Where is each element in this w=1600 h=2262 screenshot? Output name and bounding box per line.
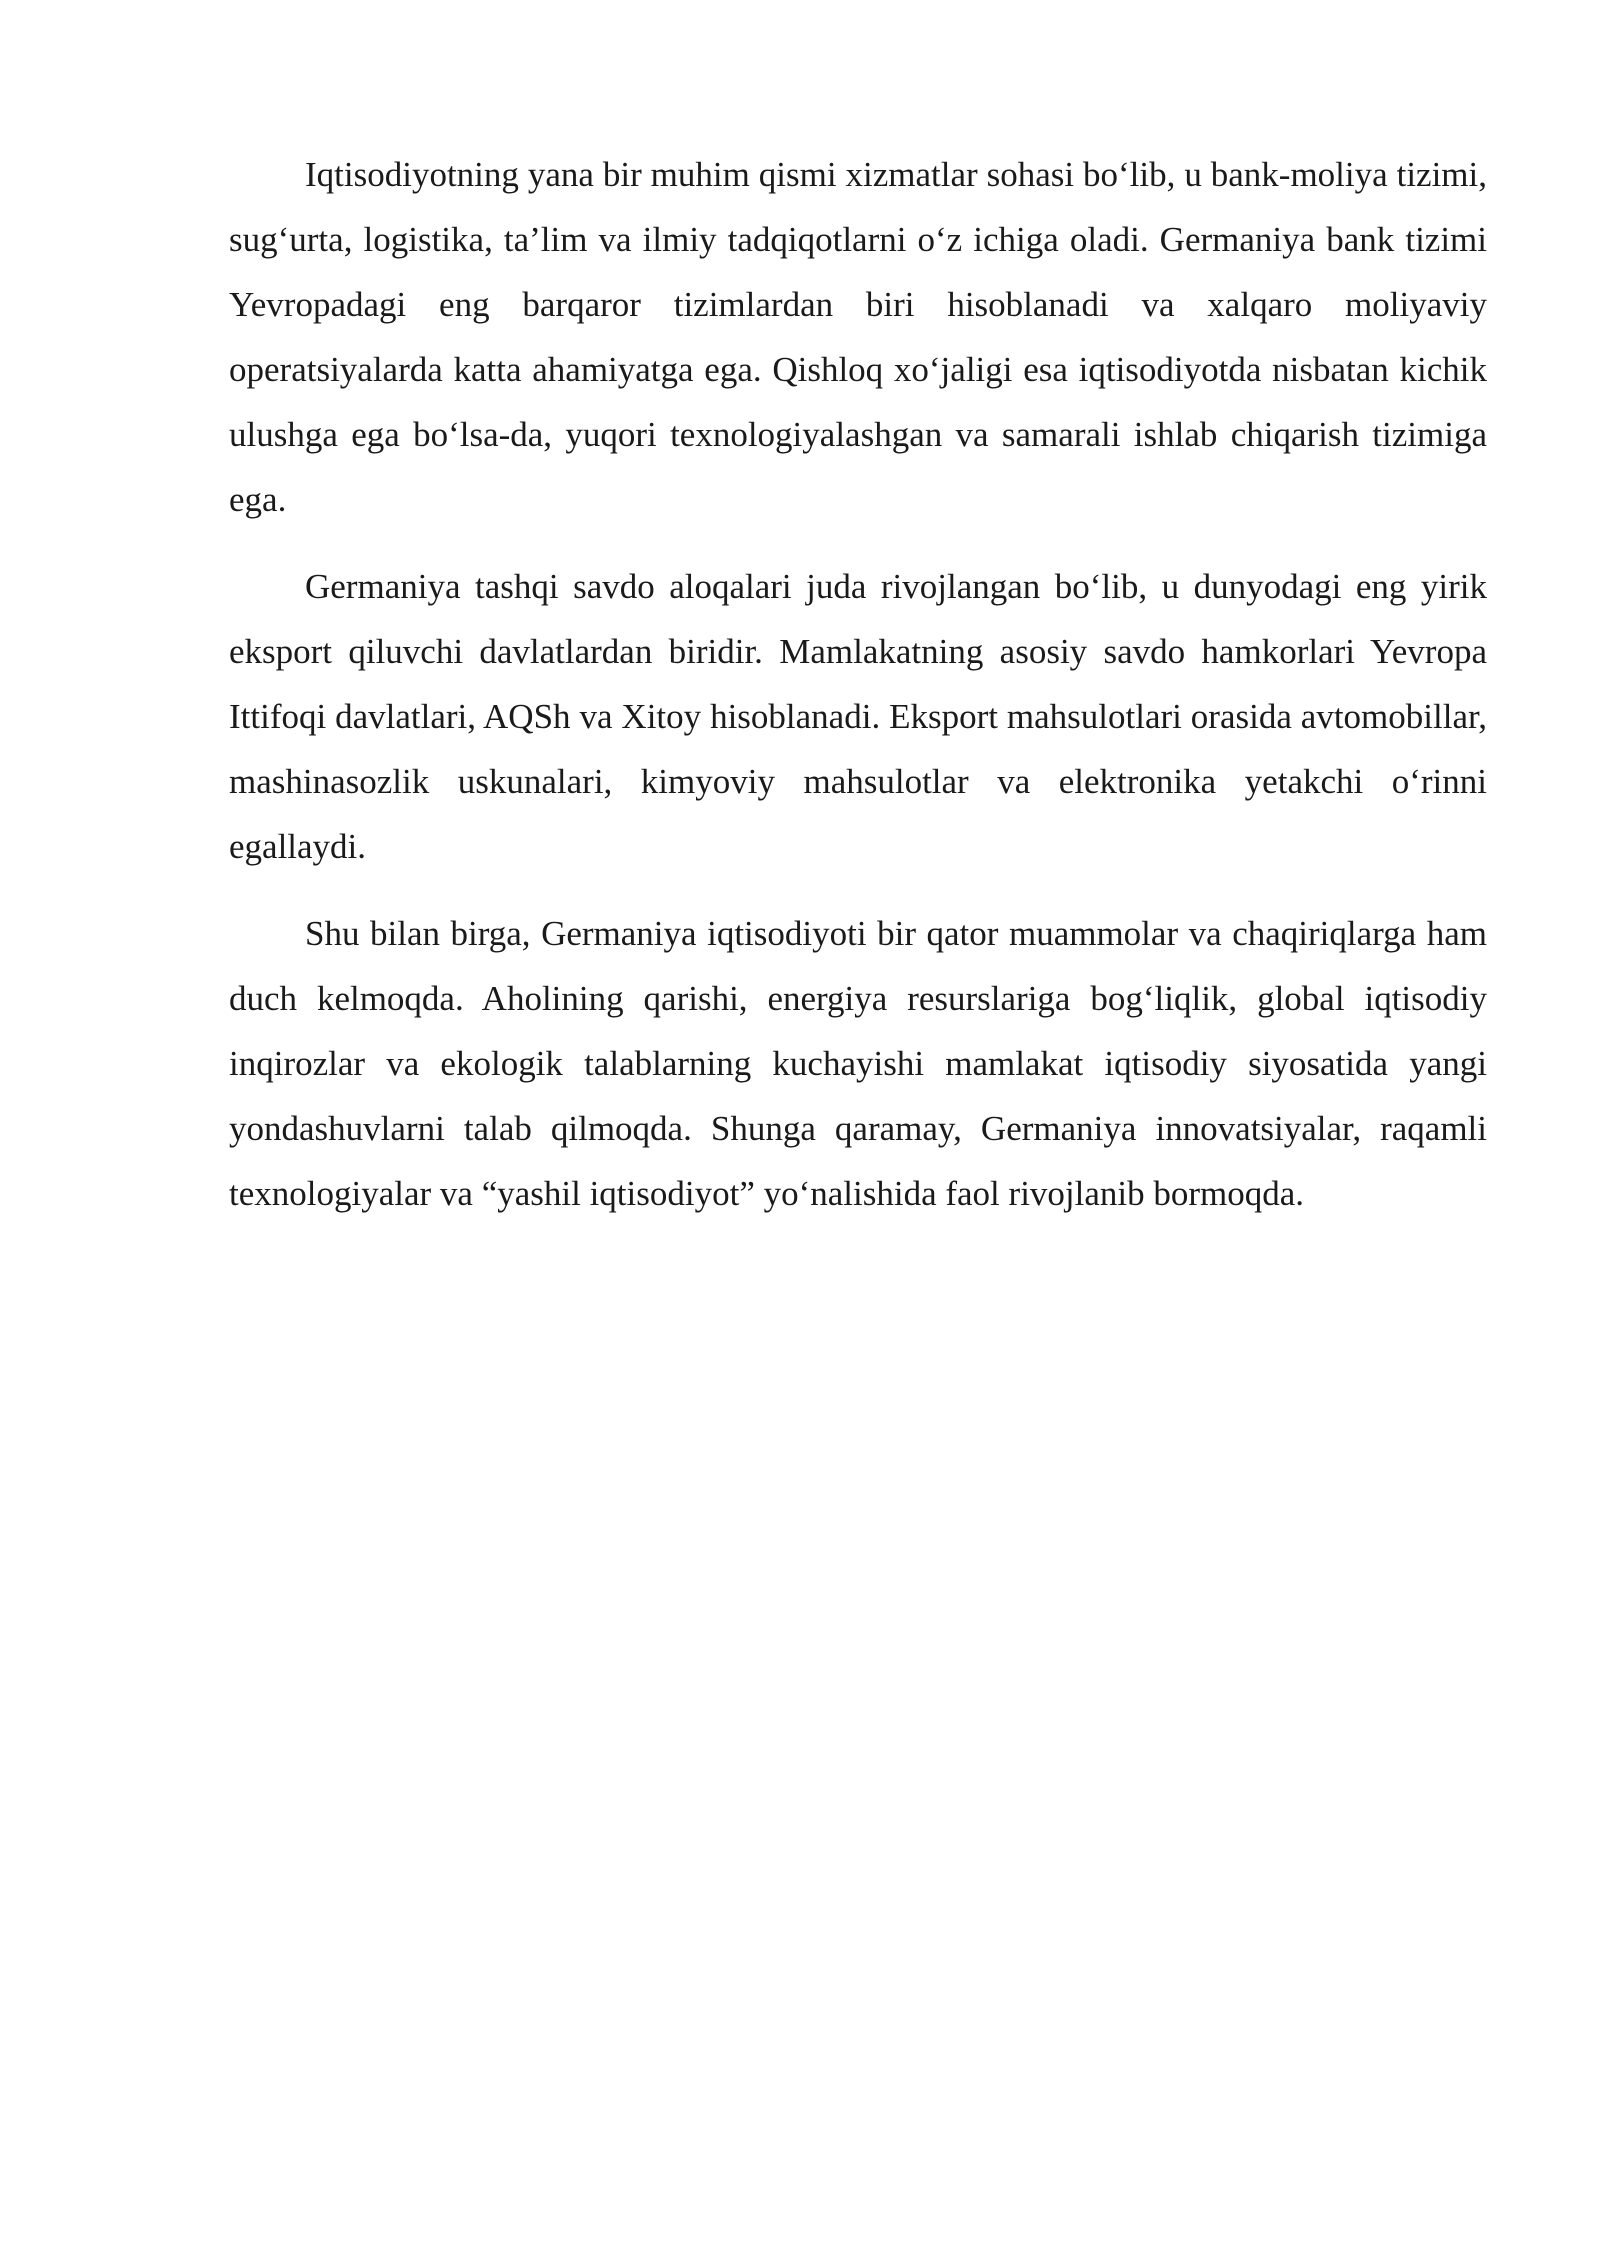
paragraph-challenges: Shu bilan birga, Germaniya iqtisodiyoti bir qator muammolar va chaqiriqlarga ham duch kelmoqda. Aholining qarishi, energiya resurslariga bog‘liqlik, global iqtisodiy inqirozlar va ekologik talablarning kuchayishi mamlakat iqtisodiy siyosatida yangi yondashuvlarni talab qilmoqda. Shunga qaramay, Germaniya innovatsiyalar, raqamli texnologiyalar va “yashil iqtisodiyot” yo‘nalishida faol rivojlanib bormoqda.	[229, 914, 1487, 1213]
paragraph-services-sector: Iqtisodiyotning yana bir muhim qismi xizmatlar sohasi bo‘lib, u bank-moliya tizimi, sug‘urta, logistika, ta’lim va ilmiy tadqiqotlarni o‘z ichiga oladi. Germaniya bank tizimi Yevropadagi eng barqaror tizimlardan biri hisoblanadi va xalqaro moliyaviy operatsiyalarda katta ahamiyatga ega. Qishloq xo‘jaligi esa iqtisodiyotda nisbatan kichik ulushga ega bo‘lsa-da, yuqori texnologiyalashgan va samarali ishlab chiqarish tizimiga ega.	[229, 155, 1487, 519]
paragraph-foreign-trade: Germaniya tashqi savdo aloqalari juda rivojlangan bo‘lib, u dunyodagi eng yirik eksport qiluvchi davlatlardan biridir. Mamlakatning asosiy savdo hamkorlari Yevropa Ittifoqi davlatlari, AQSh va Xitoy hisoblanadi. Eksport mahsulotlari orasida avtomobillar, mashinasozlik uskunalari, kimyoviy mahsulotlar va elektronika yetakchi o‘rinni egallaydi.	[229, 567, 1487, 866]
document-body	[229, 142, 1487, 1248]
